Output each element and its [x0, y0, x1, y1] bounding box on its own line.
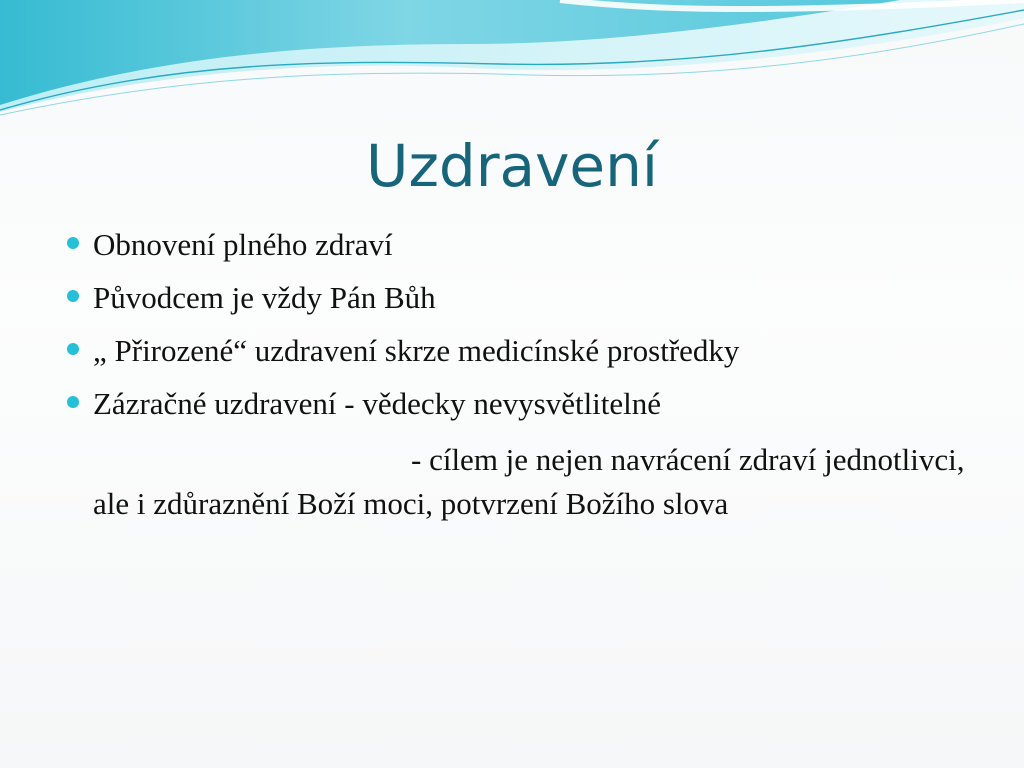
bullet-dot-icon	[67, 290, 79, 302]
bullet-text: Obnovení plného zdraví	[93, 227, 393, 262]
list-item	[64, 218, 964, 271]
slide-title: Uzdravení	[366, 132, 658, 200]
decorative-wave-header	[0, 0, 1024, 130]
bullet-text: Původcem je vždy Pán Bůh	[93, 280, 436, 315]
bullet-dot-icon	[67, 237, 79, 249]
list-item	[64, 377, 964, 430]
bullet-dot-icon	[67, 343, 79, 355]
bullet-text: „ Přirozené“ uzdravení skrze medicínské prostředky	[93, 333, 740, 368]
bullet-text: Zázračné uzdravení - vědecky nevysvětlitelné	[93, 386, 662, 421]
bullet-list	[64, 218, 964, 430]
bullet-dot-icon	[67, 396, 79, 408]
continuation-text: - cílem je nejen navrácení zdraví jednotlivci, ale i zdůraznění Boží moci, potvrzení Božího slova	[93, 442, 965, 521]
list-item	[64, 271, 964, 324]
bullet-continuation	[93, 438, 973, 526]
list-item	[64, 324, 964, 377]
